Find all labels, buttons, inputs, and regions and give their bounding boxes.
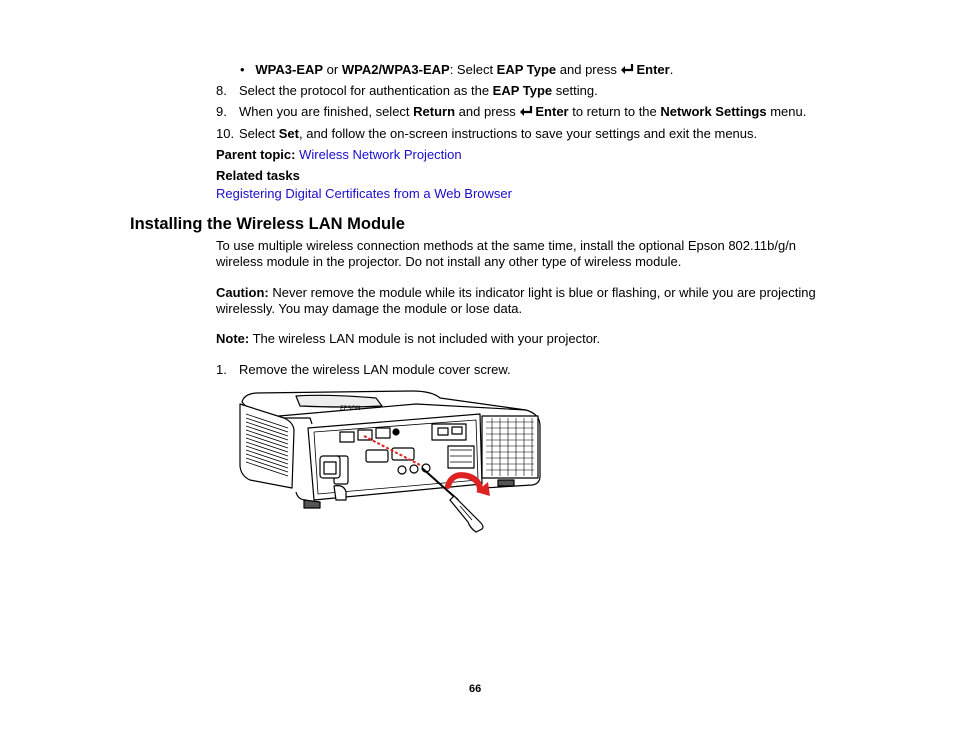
step-8: 8. Select the protocol for authentication as the EAP Type setting.	[216, 83, 598, 98]
parent-topic-link[interactable]: Wireless Network Projection	[299, 147, 462, 162]
section-heading: Installing the Wireless LAN Module	[130, 215, 405, 233]
svg-text:EPSON: EPSON	[340, 405, 361, 412]
bullet-wpa3-eap: • WPA3-EAP or WPA2/WPA3-EAP: Select EAP Type and press Enter.	[240, 62, 674, 77]
related-task-link[interactable]: Registering Digital Certificates from a Web Browser	[216, 186, 512, 201]
related-tasks-label: Related tasks	[216, 168, 300, 183]
caution-paragraph: Caution: Never remove the module while its indicator light is blue or flashing, or while you are projecting wirelessly. You may damage the module or lose data.	[216, 285, 816, 316]
projector-illustration	[236, 388, 546, 534]
note-paragraph: Note: The wireless LAN module is not included with your projector.	[216, 331, 601, 346]
intro-paragraph: To use multiple wireless connection methods at the same time, install the optional Epson 802.11b/g/n wireless module in the projector. Do not install any other type of wireless module.	[216, 238, 797, 269]
step-10: 10. Select Set, and follow the on-screen instructions to save your settings and exit the menus.	[216, 126, 758, 141]
enter-icon	[620, 63, 634, 75]
step-9: 9. When you are finished, select Return and press Enter to return to the Network Settings menu.	[216, 104, 807, 119]
enter-icon	[519, 105, 533, 117]
parent-topic: Parent topic: Wireless Network Projection	[216, 147, 462, 162]
install-step-1: 1. Remove the wireless LAN module cover screw.	[216, 362, 511, 377]
page-number: 66	[469, 683, 482, 695]
bullet-marker: •	[240, 62, 256, 77]
